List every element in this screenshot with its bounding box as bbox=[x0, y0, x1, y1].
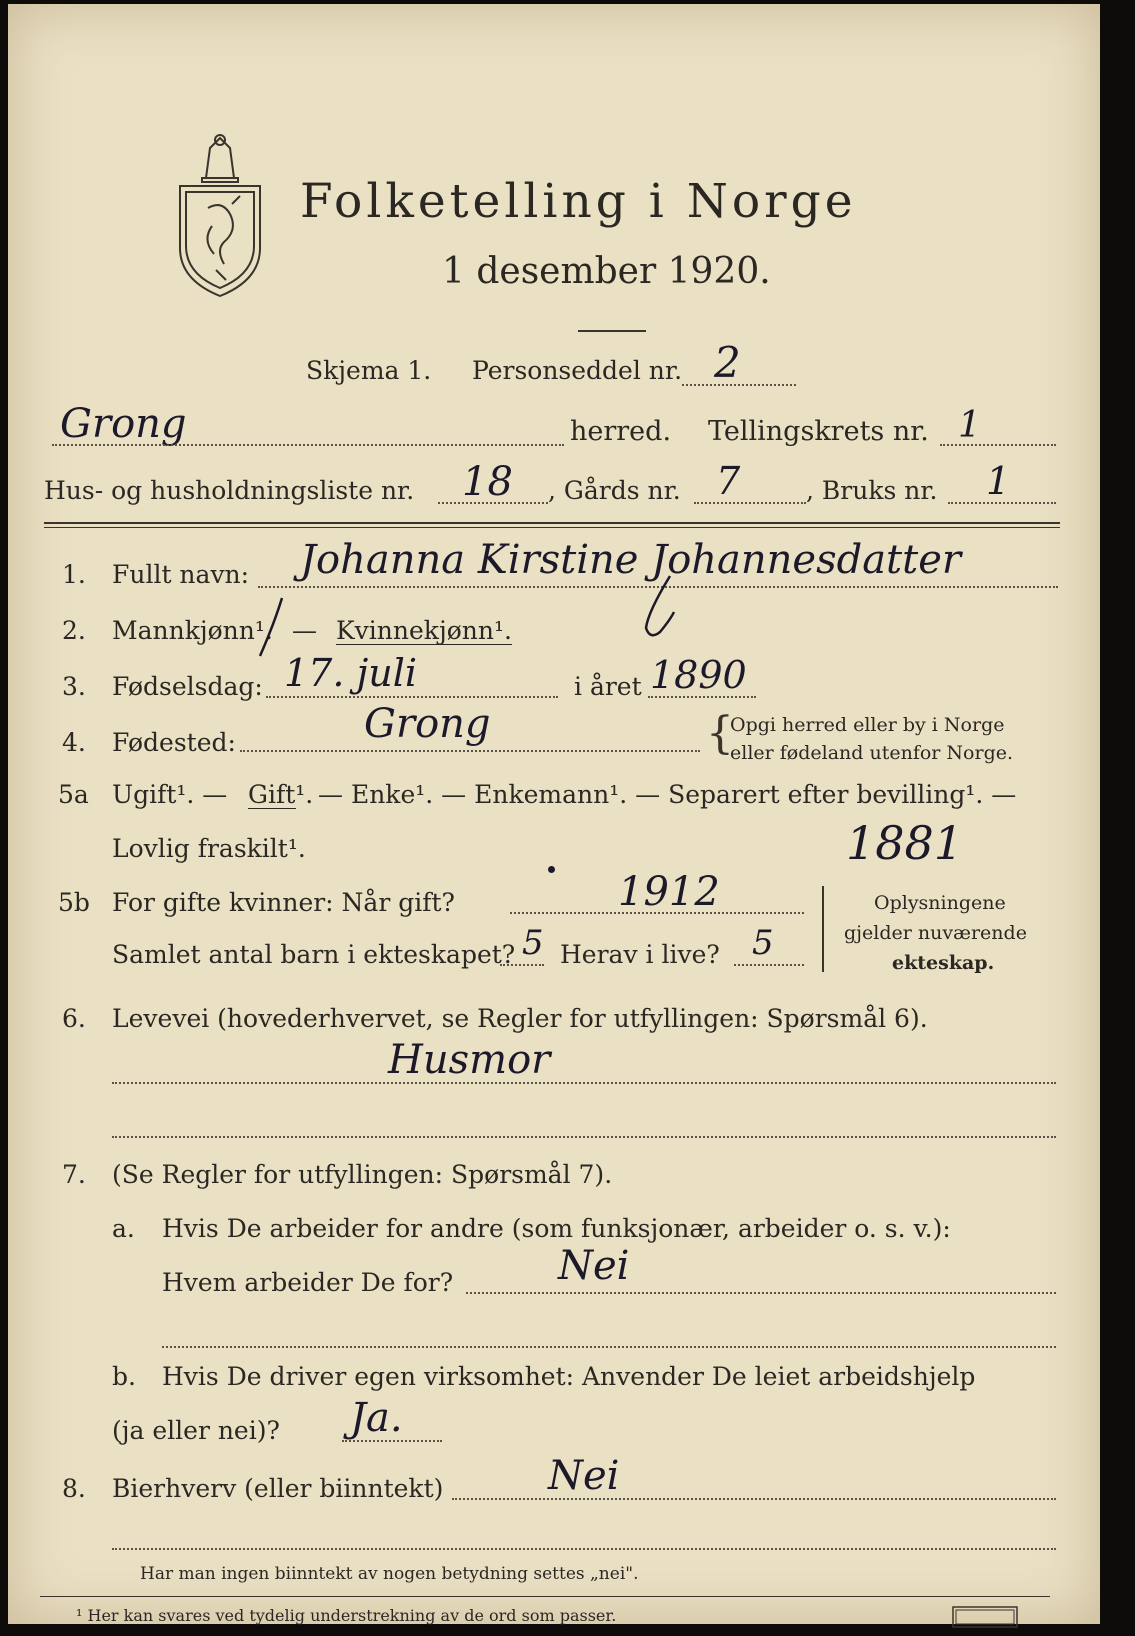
q5b-line bbox=[510, 912, 804, 914]
q5b-note-line2: gjelder nuværende bbox=[844, 922, 1027, 944]
q1-number: 1. bbox=[62, 560, 86, 589]
q5a-number: 5a bbox=[58, 780, 89, 809]
q8-label: Bierhverv (eller biinntekt) bbox=[112, 1474, 444, 1503]
q6-occupation-value: Husmor bbox=[388, 1037, 551, 1083]
q7a-letter: a. bbox=[112, 1214, 135, 1243]
q6-number: 6. bbox=[62, 1004, 86, 1033]
herred-value: Grong bbox=[60, 401, 187, 447]
q2-female-option: Kvinnekjønn¹. bbox=[336, 616, 512, 645]
skjema-label: Skjema 1. bbox=[306, 356, 432, 385]
q7a-employer-value: Nei bbox=[558, 1243, 630, 1289]
tellingskrets-value: 1 bbox=[958, 405, 981, 446]
q6-label: Levevei (hovederhvervet, se Regler for utfyllingen: Spørsmål 6). bbox=[112, 1004, 928, 1033]
form-title: Folketelling i Norge bbox=[300, 174, 857, 229]
personseddel-line bbox=[682, 384, 796, 386]
q7b-letter: b. bbox=[112, 1362, 136, 1391]
q8-line bbox=[452, 1498, 1056, 1500]
q2-female-underline bbox=[336, 644, 512, 645]
q7b-line bbox=[342, 1440, 442, 1442]
q8-number: 8. bbox=[62, 1474, 86, 1503]
q2-number: 2. bbox=[62, 616, 86, 645]
husliste-label: Hus- og husholdningsliste nr. bbox=[44, 476, 415, 505]
q5b-alive-line bbox=[734, 964, 804, 966]
tellingskrets-line bbox=[940, 444, 1056, 446]
q2-separator: — bbox=[292, 616, 317, 645]
q4-note-line1: Opgi herred eller by i Norge bbox=[730, 714, 1005, 736]
q7b-hired-help-value: Ja. bbox=[350, 1395, 403, 1441]
q2-male-option: Mannkjønn¹. bbox=[112, 616, 273, 645]
q3-line bbox=[266, 696, 558, 698]
q4-label: Fødested: bbox=[112, 728, 236, 757]
q5b-note-bracket bbox=[822, 886, 824, 972]
q7a-line bbox=[466, 1292, 1056, 1294]
q7a-line2 bbox=[162, 1346, 1056, 1348]
q7-number: 7. bbox=[62, 1160, 86, 1189]
gards-line bbox=[694, 502, 806, 504]
q7-label: (Se Regler for utfyllingen: Spørsmål 7). bbox=[112, 1160, 613, 1189]
q3-number: 3. bbox=[62, 672, 86, 701]
q5b-children-label: Samlet antal barn i ekteskapet? bbox=[112, 940, 516, 969]
q5a-fraskilt-option: Lovlig fraskilt¹. bbox=[112, 834, 306, 863]
q5b-label: For gifte kvinner: Når gift? bbox=[112, 888, 455, 917]
q5b-alive-value: 5 bbox=[752, 923, 774, 963]
q6-line1 bbox=[112, 1082, 1056, 1084]
q5a-gift-option: Gift¹. bbox=[248, 780, 314, 809]
q4-note-line2: eller fødeland utenfor Norge. bbox=[730, 742, 1014, 764]
ink-dot bbox=[548, 866, 555, 873]
tellingskrets-label: Tellingskrets nr. bbox=[708, 416, 929, 447]
footnote: ¹ Her kan svares ved tydelig understrekning av de ord som passer. bbox=[76, 1606, 617, 1625]
q7a-text: Hvis De arbeider for andre (som funksjonær, arbeider o. s. v.): bbox=[162, 1214, 951, 1243]
q7b-text: Hvis De driver egen virksomhet: Anvender De leiet arbeidshjelp bbox=[162, 1362, 976, 1391]
q5a-gift-underline bbox=[248, 808, 296, 809]
q5a-other-options: — Enke¹. — Enkemann¹. — Separert efter bevilling¹. — bbox=[318, 780, 1017, 809]
q7a-question: Hvem arbeider De for? bbox=[162, 1268, 454, 1297]
footer-rule bbox=[40, 1596, 1050, 1597]
q7b-question: (ja eller nei)? bbox=[112, 1416, 280, 1445]
q5b-number: 5b bbox=[58, 888, 90, 917]
q4-birthplace-value: Grong bbox=[364, 701, 491, 747]
printer-stamp-icon bbox=[952, 1606, 1018, 1628]
q3-year-value: 1890 bbox=[650, 653, 747, 697]
q8-side-income-value: Nei bbox=[548, 1453, 620, 1499]
q8-line2 bbox=[112, 1548, 1056, 1550]
gards-label: , Gårds nr. bbox=[548, 476, 681, 505]
bruks-value: 1 bbox=[986, 459, 1011, 503]
herred-label: herred. bbox=[570, 416, 672, 447]
q3-year-label: i året bbox=[574, 672, 642, 701]
q4-number: 4. bbox=[62, 728, 86, 757]
q3-birthday-value: 17. juli bbox=[284, 651, 418, 695]
q5b-children-value: 5 bbox=[522, 923, 544, 963]
q5b-children-line bbox=[500, 964, 544, 966]
gards-value: 7 bbox=[716, 459, 741, 503]
bruks-label: , Bruks nr. bbox=[806, 476, 938, 505]
section-rule-bottom bbox=[44, 527, 1060, 528]
bruks-line bbox=[948, 502, 1056, 504]
census-date: 1 desember 1920. bbox=[442, 251, 771, 292]
section-rule-top bbox=[44, 522, 1060, 524]
personseddel-value: 2 bbox=[714, 338, 741, 387]
husliste-value: 18 bbox=[462, 459, 513, 505]
q5a-margin-note: 1881 bbox=[846, 816, 964, 870]
q3-year-line bbox=[648, 696, 756, 698]
q2-handwritten-mark bbox=[640, 572, 680, 642]
q1-label: Fullt navn: bbox=[112, 560, 250, 589]
q4-note-brace: { bbox=[706, 708, 734, 759]
q5a-ugift-option: Ugift¹. — bbox=[112, 780, 228, 809]
husliste-line bbox=[438, 502, 548, 504]
footer-note: Har man ingen biinntekt av nogen betydning settes „nei". bbox=[140, 1564, 639, 1584]
q5b-note-line1: Oplysningene bbox=[874, 892, 1006, 914]
q5b-married-year-value: 1912 bbox=[618, 869, 720, 915]
q1-full-name-value: Johanna Kirstine Johannesdatter bbox=[300, 537, 961, 583]
q4-line bbox=[240, 750, 700, 752]
title-divider bbox=[578, 330, 646, 332]
coat-of-arms-icon bbox=[172, 130, 268, 300]
herred-line bbox=[52, 444, 564, 446]
q5b-note-line3: ekteskap. bbox=[892, 952, 995, 974]
q3-label: Fødselsdag: bbox=[112, 672, 263, 701]
personseddel-label: Personseddel nr. bbox=[472, 356, 683, 385]
q6-line2 bbox=[112, 1136, 1056, 1138]
q5b-alive-label: Herav i live? bbox=[560, 940, 720, 969]
